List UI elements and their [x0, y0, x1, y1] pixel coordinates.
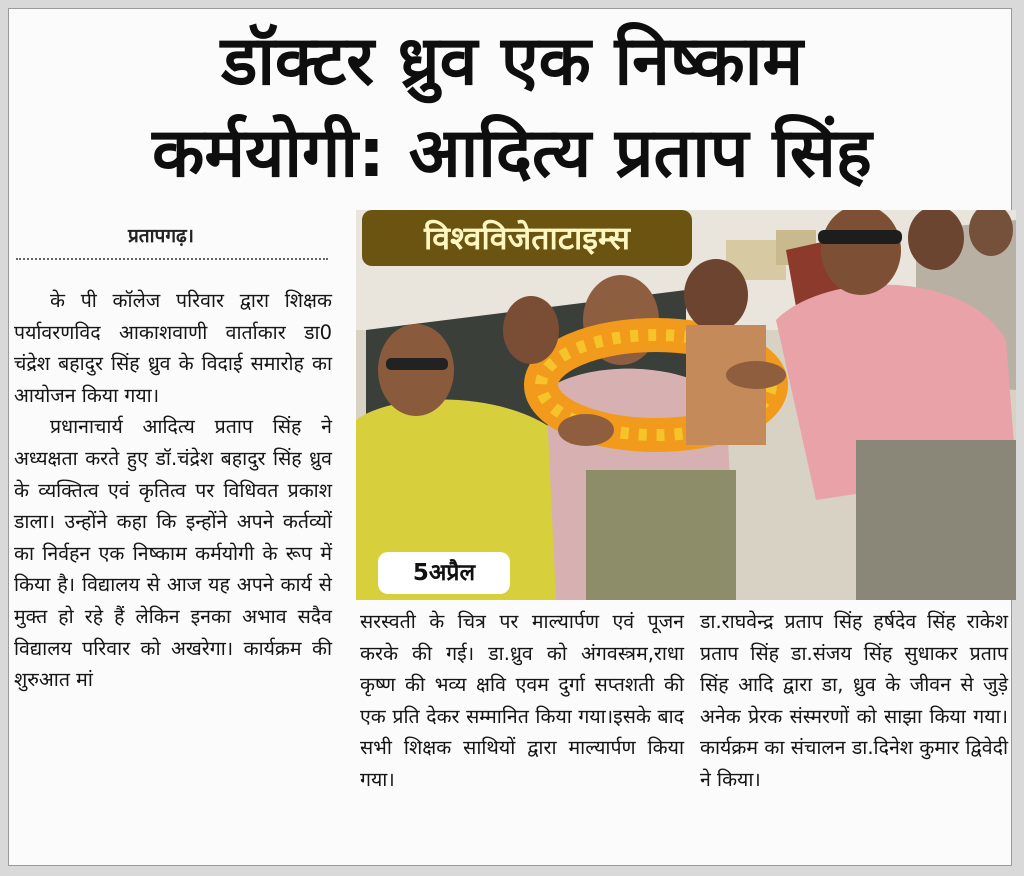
dotted-divider	[16, 258, 328, 260]
photo-date-label: 5अप्रैल	[378, 552, 510, 594]
paragraph-3: सरस्वती के चित्र पर माल्यार्पण एवं पूजन करके की गई। डा.ध्रुव को अंगवस्त्रम,राधा कृष्ण की भव्य क्षवि एवम दुर्गा सप्तशती की एक प्रति देकर सम्मानित किया गया।इसके बाद सभी शिक्षक साथियों द्वारा माल्यार्पण किया गया।	[360, 610, 684, 791]
headline-line-1: डॉक्टर ध्रुव एक निष्काम	[220, 22, 804, 101]
paragraph-2: प्रधानाचार्य आदित्य प्रताप सिंह ने अध्यक्षता करते हुए डॉ.चंद्रेश बहादुर सिंह ध्रुव के व्यक्तित्व एवं कृतित्व पर विधिवत प्रकाश डाला। उन्होंने कहा कि इन्होंने अपने कर्तव्यों का निर्वहन एक निष्काम कर्मयोगी के रूप में किया है। विद्यालय से आज यह अपने कार्य से मुक्त हो रहे हैं लेकिन इनका अभाव सदैव विद्यालय परिवार को अखरेगा। कार्यक्रम की शुरुआत मां	[14, 415, 332, 692]
photo-illustration	[356, 210, 1016, 600]
dateline: प्रतापगढ़।	[128, 225, 194, 247]
headline	[0, 16, 1024, 200]
brand-label: विश्वविजेताटाइम्स	[362, 210, 692, 266]
news-photo	[356, 210, 1016, 600]
paragraph-1: के पी कॉलेज परिवार द्वारा शिक्षक पर्यावरणविद आकाशवाणी वार्ताकार डा0 चंद्रेश बहादुर सिंह ध्रुव के विदाई समारोह का आयोजन किया गया।	[14, 289, 332, 407]
article-column-3	[700, 606, 1008, 796]
article-column-1	[14, 285, 332, 696]
paragraph-4: डा.राघवेन्द्र प्रताप सिंह हर्षदेव सिंह राकेश प्रताप सिंह डा.संजय सिंह सुधाकर प्रताप सिंह आदि द्वारा डा, ध्रुव के जीवन से जुड़े अनेक प्रेरक संस्मरणों को साझा किया गया। कार्यक्रम का संचालन डा.दिनेश कुमार द्विवेदी ने किया।	[700, 610, 1008, 791]
headline-line-2: कर्मयोगी: आदित्य प्रताप सिंह	[152, 114, 872, 193]
article-column-2	[360, 606, 684, 796]
